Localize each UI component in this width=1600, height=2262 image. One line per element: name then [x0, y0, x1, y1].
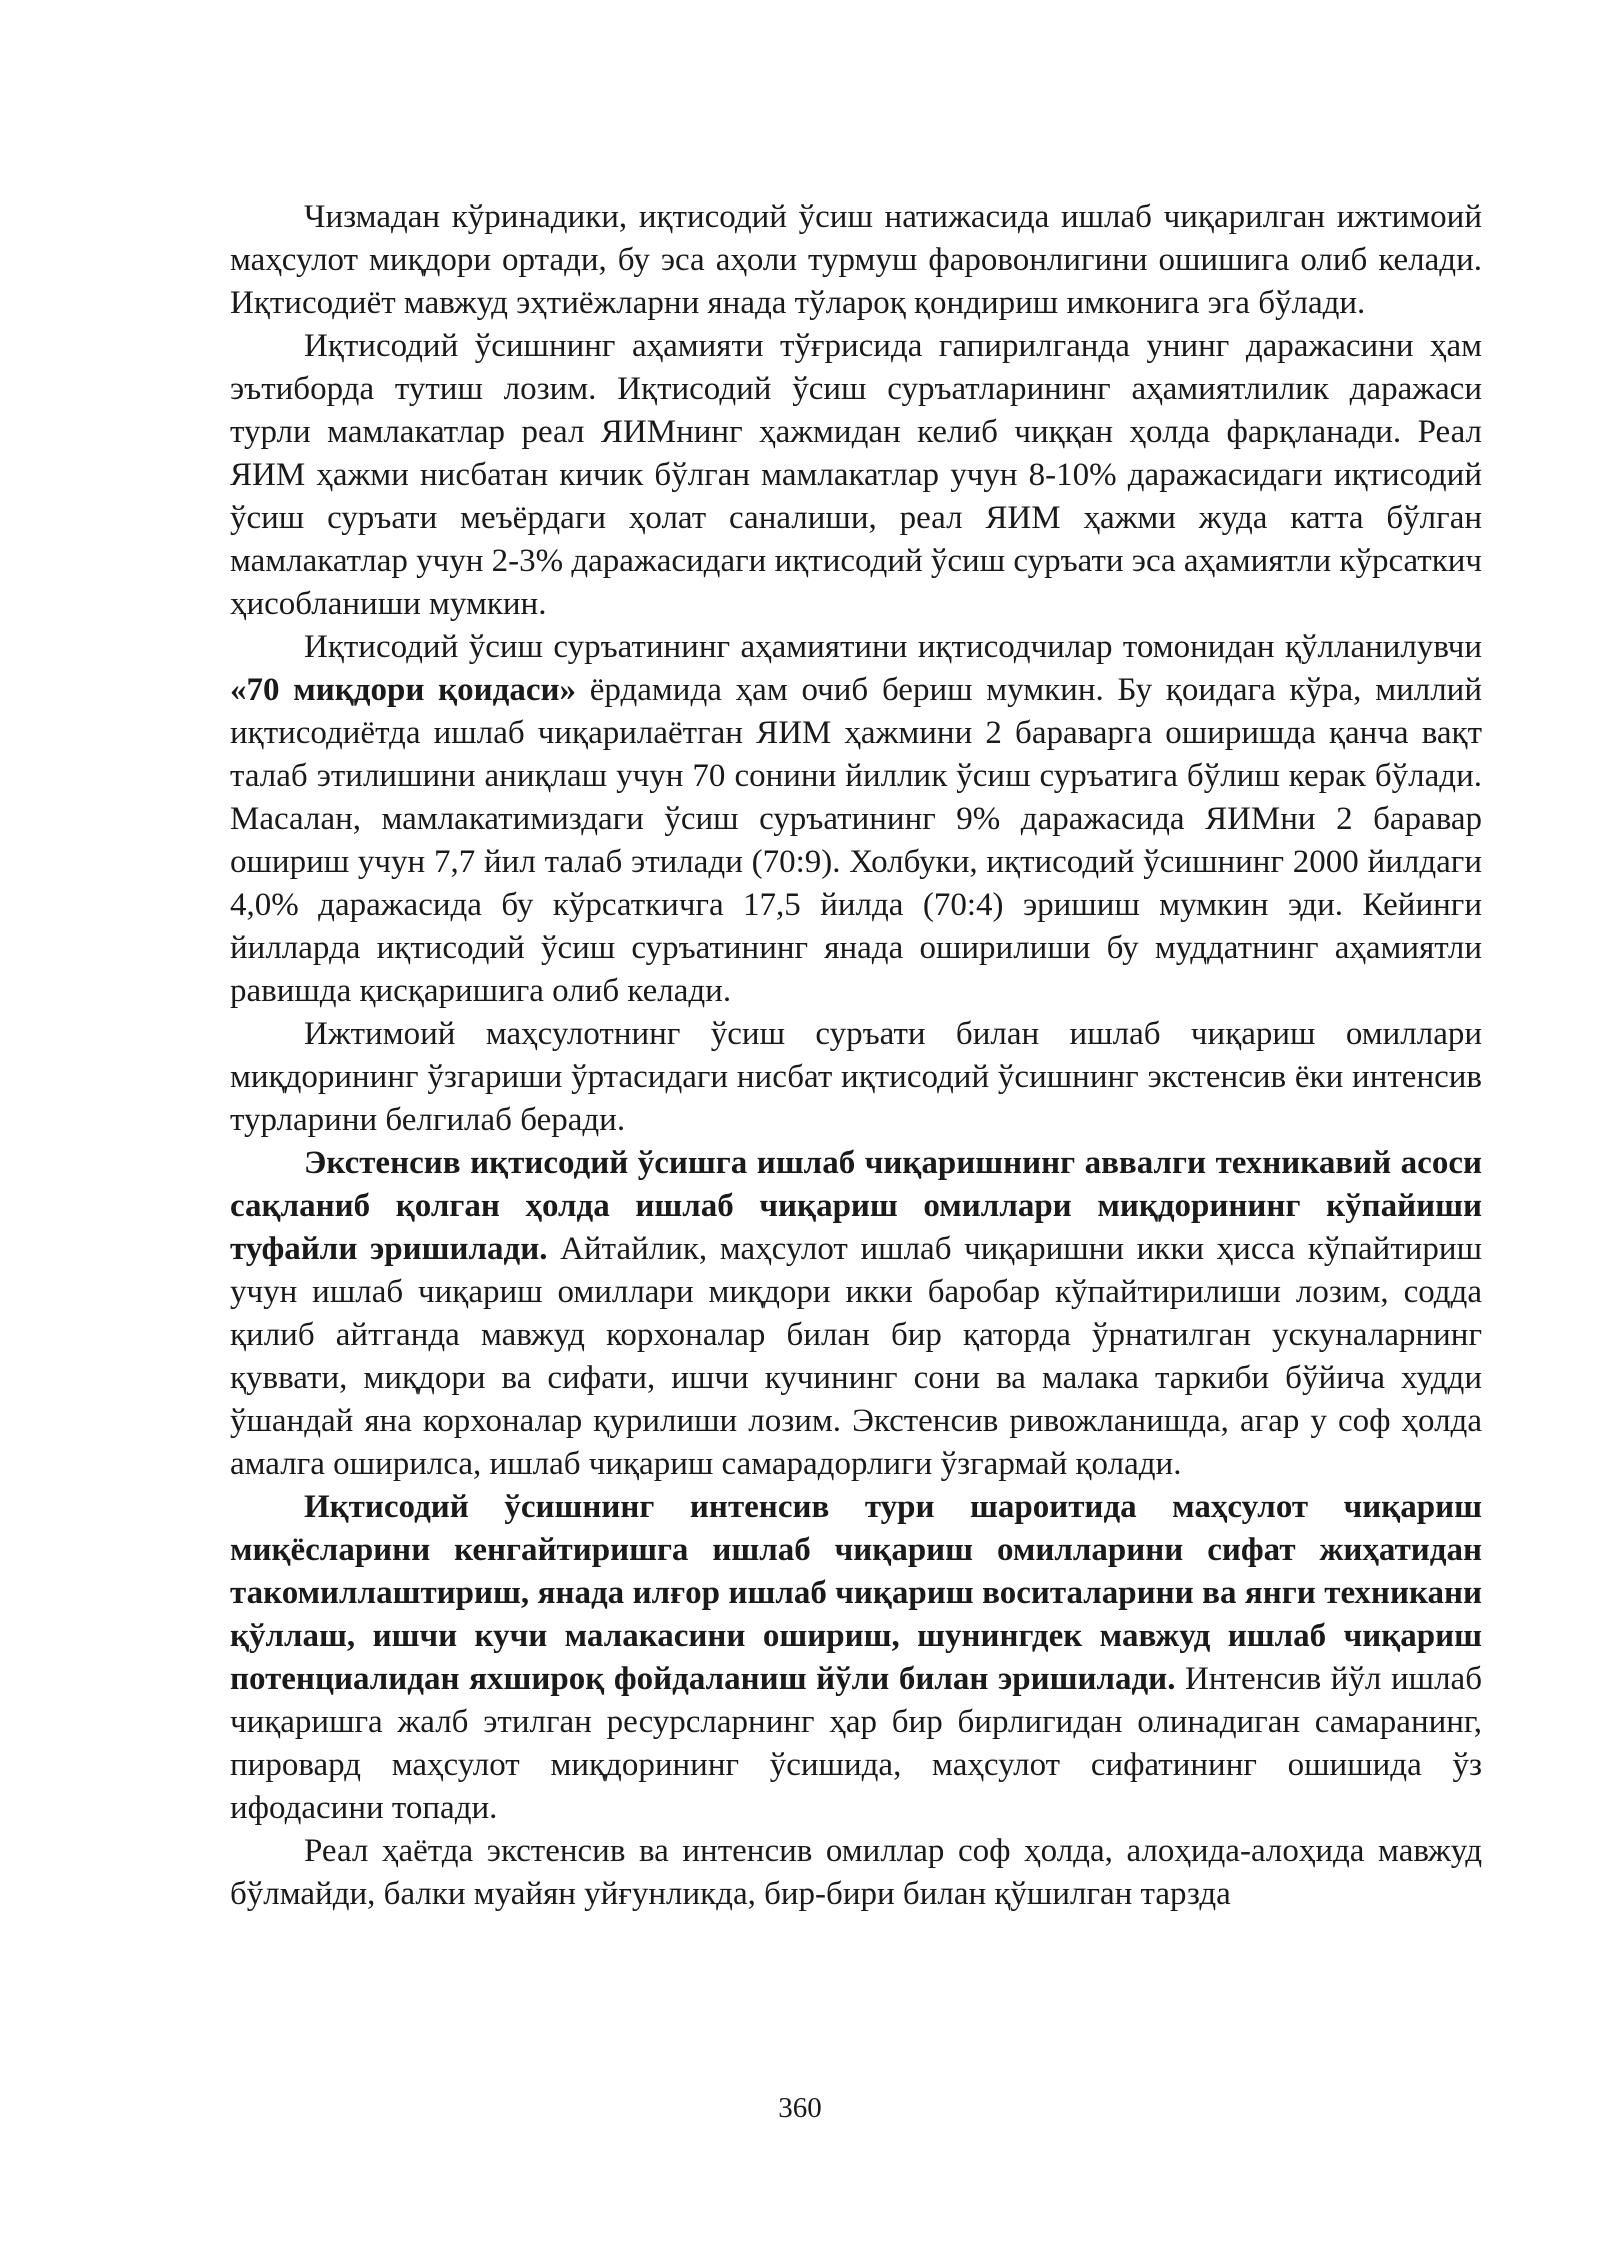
paragraph-4-text: Ижтимоий маҳсулотнинг ўсиш суръати билан ишлаб чиқариш омиллари миқдорининг ўзгариши ўртасидаги нисбат иқтисодий ўсишнинг экстенсив ёки интенсив турларини белгилаб беради.	[230, 1016, 1482, 1138]
page-body	[230, 196, 1482, 1916]
page-number: 360	[778, 2092, 822, 2124]
paragraph-7-text: Реал ҳаётда экстенсив ва интенсив омиллар соф ҳолда, алоҳида-алоҳида мавжуд бўлмайди, балки муайян уйғунликда, бир-бири билан қўшилган тарзда	[230, 1833, 1482, 1912]
paragraph-2	[230, 325, 1482, 626]
paragraph-6	[230, 1486, 1482, 1830]
paragraph-5-text-after: Айтайлик, маҳсулот ишлаб чиқаришни икки ҳисса кўпайтириш учун ишлаб чиқариш омиллари миқдори икки баробар кўпайтирилиши лозим, содда қилиб айтганда мавжуд корхоналар билан бир қаторда ўрнатилган ускуналарнинг қуввати, миқдори ва сифати, ишчи кучининг сони ва малака таркиби бўйича худди ўшандай яна корхоналар қурилиши лозим. Экстенсив ривожланишда, агар у соф ҳолда амалга оширилса, ишлаб чиқариш самарадорлиги ўзгармай қолади.	[230, 1231, 1482, 1482]
paragraph-3-text-after: ёрдамида ҳам очиб бериш мумкин. Бу қоидага кўра, миллий иқтисодиётда ишлаб чиқарилаётган ЯИМ ҳажмини 2 бараварга оширишда қанча вақт талаб этилишини аниқлаш учун 70 сонини йиллик ўсиш суръатига бўлиш керак бўлади. Масалан, мамлакатимиздаги ўсиш суръатининг 9% даражасида ЯИМни 2 баравар ошириш учун 7,7 йил талаб этилади (70:9). Холбуки, иқтисодий ўсишнинг 2000 йилдаги 4,0% даражасида бу кўрсаткичга 17,5 йилда (70:4) эришиш мумкин эди. Кейинги йилларда иқтисодий ўсиш суръатининг янада оширилиши бу муддатнинг аҳамиятли равишда қисқаришига олиб келади.	[230, 672, 1482, 1009]
paragraph-3-text-before: Иқтисодий ўсиш суръатининг аҳамиятини иқтисодчилар томонидан қўлланилувчи	[304, 629, 1482, 665]
paragraph-1	[230, 196, 1482, 325]
paragraph-7	[230, 1830, 1482, 1916]
paragraph-3	[230, 626, 1482, 1013]
paragraph-1-text: Чизмадан кўринадики, иқтисодий ўсиш натижасида ишлаб чиқарилган ижтимоий маҳсулот миқдори ортади, бу эса аҳоли турмуш фаровонлигини ошишига олиб келади. Иқтисодиёт мавжуд эҳтиёжларни янада тўлароқ қондириш имконига эга бўлади.	[230, 199, 1482, 321]
paragraph-4	[230, 1013, 1482, 1142]
paragraph-5	[230, 1142, 1482, 1486]
paragraph-2-text: Иқтисодий ўсишнинг аҳамияти тўғрисида гапирилганда унинг даражасини ҳам эътиборда тутиш лозим. Иқтисодий ўсиш суръатларининг аҳамиятлилик даражаси турли мамлакатлар реал ЯИМнинг ҳажмидан келиб чиққан ҳолда фарқланади. Реал ЯИМ ҳажми нисбатан кичик бўлган мамлакатлар учун 8-10% даражасидаги иқтисодий ўсиш суръати меъёрдаги ҳолат саналиши, реал ЯИМ ҳажми жуда катта бўлган мамлакатлар учун 2-3% даражасидаги иқтисодий ўсиш суръати эса аҳамиятли кўрсаткич ҳисобланиши мумкин.	[230, 328, 1482, 622]
paragraph-3-bold-term: «70 миқдори қоидаси»	[230, 672, 576, 708]
paragraph-6-bold-definition: Иқтисодий ўсишнинг интенсив тури шароитида маҳсулот чиқариш миқёсларини кенгайтиришга ишлаб чиқариш омилларини сифат жиҳатидан такомиллаштириш, янада илғор ишлаб чиқариш воситаларини ва янги техникани қўллаш, ишчи кучи малакасини ошириш, шунингдек мавжуд ишлаб чиқариш потенциалидан яхшироқ фойдаланиш йўли билан эришилади.	[230, 1489, 1482, 1697]
paragraph-6-text-after: Интенсив йўл ишлаб чиқаришга жалб этилган ресурсларнинг ҳар бир бирлигидан олинадиган самаранинг, пировард маҳсулот миқдорининг ўсишида, маҳсулот сифатининг ошишида ўз ифодасини топади.	[230, 1661, 1482, 1826]
paragraph-5-bold-definition: Экстенсив иқтисодий ўсишга ишлаб чиқаришнинг аввалги техникавий асоси сақланиб қолган ҳолда ишлаб чиқариш омиллари миқдорининг кўпайиши туфайли эришилади.	[230, 1145, 1482, 1267]
